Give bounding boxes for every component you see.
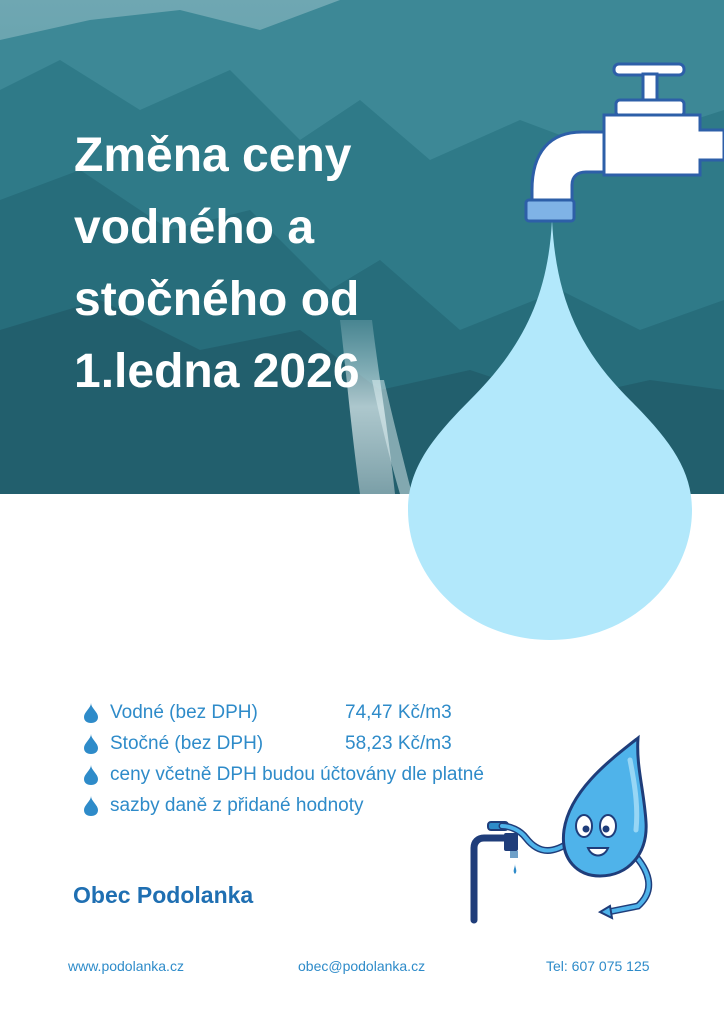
- price-label: Vodné (bez DPH): [110, 701, 258, 723]
- price-value: 58,23 Kč/m3: [345, 732, 452, 754]
- title-line: stočného od: [74, 273, 360, 326]
- water-drop-icon: [82, 733, 100, 755]
- footer-phone: Tel: 607 075 125: [546, 958, 650, 974]
- price-label: Stočné (bez DPH): [110, 732, 264, 754]
- hero-banner: [0, 0, 724, 494]
- note-text: sazby daně z přidané hodnoty: [110, 794, 364, 816]
- list-item: [82, 697, 562, 728]
- water-drop-icon: [82, 764, 100, 786]
- price-value: 74,47 Kč/m3: [345, 701, 452, 723]
- title-line: 1.ledna 2026: [74, 345, 360, 398]
- small-tap-icon: [474, 822, 518, 920]
- title-line: Změna ceny: [74, 129, 352, 182]
- title-line: vodného a: [74, 201, 315, 254]
- water-drop-mascot-illustration: [460, 730, 670, 930]
- page-title: [74, 120, 454, 408]
- mascot-body-icon: [563, 738, 646, 876]
- footer-email-link[interactable]: obec@podolanka.cz: [298, 958, 426, 974]
- water-drop-icon: [82, 795, 100, 817]
- footer-website-link[interactable]: www.podolanka.cz: [68, 958, 184, 974]
- organization-name: Obec Podolanka: [73, 882, 254, 908]
- water-drop-icon: [82, 702, 100, 724]
- note-text: ceny včetně DPH budou účtovány dle platné: [110, 763, 484, 785]
